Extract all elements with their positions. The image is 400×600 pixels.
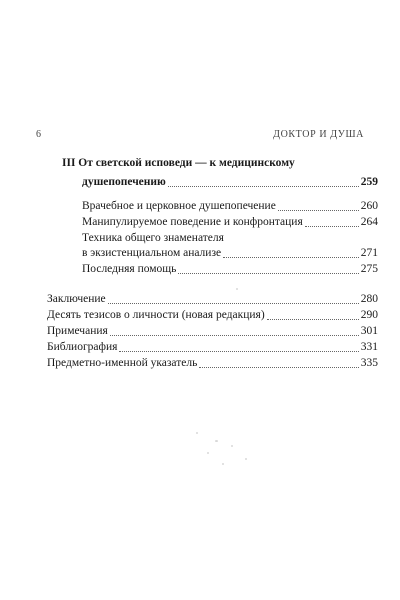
entry-page: 264 (360, 216, 378, 228)
leader-dots (168, 185, 359, 187)
toc-entry (47, 339, 378, 354)
toc-entry (82, 261, 378, 276)
entry-title: Предметно-именной указатель (47, 357, 198, 369)
paper-speck (231, 445, 233, 447)
paper-speck (236, 288, 238, 290)
toc-entry-line1 (82, 230, 224, 245)
chapter-title-line2: душепопечению (82, 176, 166, 188)
chapter-page: 259 (360, 176, 378, 188)
toc-entry (47, 291, 378, 306)
entry-title: в экзистенциальном анализе (82, 247, 222, 259)
leader-dots (110, 334, 359, 336)
toc-entry (47, 323, 378, 338)
leader-dots (199, 366, 358, 368)
leader-dots (278, 209, 359, 211)
chapter-title-line1: III От светской исповеди — к медицинскому (62, 157, 295, 169)
entry-page: 280 (360, 293, 378, 305)
entry-title: Заключение (47, 293, 106, 305)
entry-page: 275 (360, 263, 378, 275)
entry-page: 290 (360, 309, 378, 321)
chapter-entry (82, 174, 378, 189)
entry-title: Врачебное и церковное душепопечение (82, 200, 276, 212)
toc-entry (82, 198, 378, 213)
leader-dots (119, 350, 358, 352)
leader-dots (305, 225, 359, 227)
running-title: ДОКТОР И ДУША (273, 129, 364, 140)
leader-dots (108, 302, 359, 304)
entry-page: 271 (360, 247, 378, 259)
paper-speck (215, 440, 218, 442)
entry-title: Библиография (47, 341, 118, 353)
entry-title: Манипулируемое поведение и конфронтация (82, 216, 303, 228)
entry-page: 331 (360, 341, 378, 353)
paper-speck (245, 458, 247, 460)
entry-title: Техника общего знаменателя (82, 232, 224, 244)
paper-speck (222, 463, 224, 465)
entry-title: Десять тезисов о личности (новая редакция) (47, 309, 265, 321)
leader-dots (178, 272, 358, 274)
leader-dots (267, 318, 359, 320)
toc-entry (47, 307, 378, 322)
entry-page: 260 (360, 200, 378, 212)
toc-entry (82, 245, 378, 260)
toc-entry (82, 214, 378, 229)
page-number: 6 (36, 129, 41, 140)
toc-entry (47, 355, 378, 370)
paper-speck (196, 432, 198, 434)
leader-dots (223, 256, 359, 258)
paper-speck (207, 452, 209, 454)
entry-page: 335 (360, 357, 378, 369)
entry-title: Примечания (47, 325, 108, 337)
entry-page: 301 (360, 325, 378, 337)
entry-title: Последняя помощь (82, 263, 177, 275)
